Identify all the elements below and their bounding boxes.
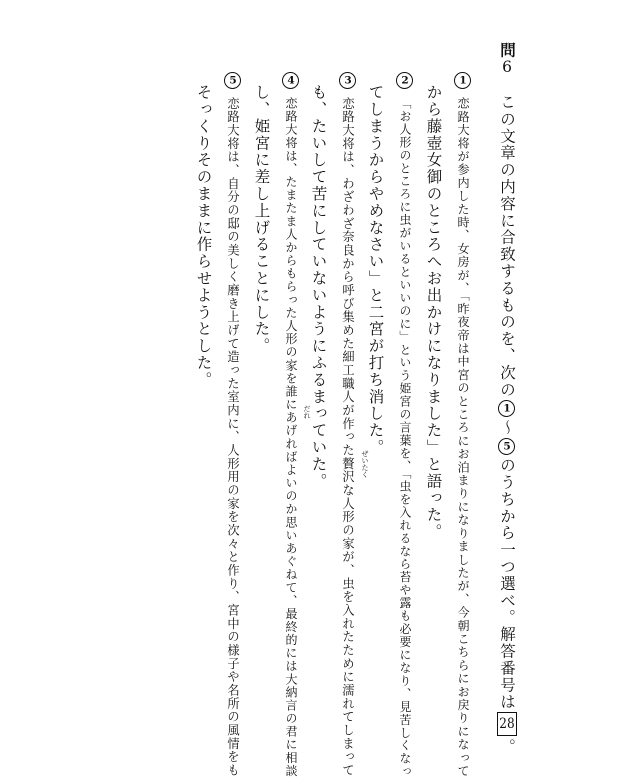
option-5-line-2: そっくりそのままに作らせようとした。 [194, 84, 213, 389]
option-2-line-1: 「お人形のところに虫がいるといいのに」という姫宮の言葉を、「虫を入れるなら苔や露も必要になり、見苦しくなっ [398, 97, 412, 779]
question-number: 6 [502, 58, 512, 75]
option-3-line-1: 恋路大将は、わざわざ奈良から呼び集めた細工職人が作った贅沢な人形の家が、虫を入れたために濡れてしまって [341, 97, 355, 778]
option-2[interactable] [396, 70, 413, 778]
question-end-mark: 。 [498, 738, 516, 756]
option-1-line-1: 恋路大将が参内した時、女房が、「昨夜帝は中宮のところにお泊まりになりましたが、今朝こちらにお戻りになって [456, 97, 470, 778]
question-text-b: のうちから一つ選べ。解答番号は [498, 456, 516, 711]
option-3-line-2: も、たいして苦にしていないようにふるまっていた。 [309, 84, 328, 490]
option-1-number: 1 [454, 72, 471, 89]
option-1[interactable] [454, 70, 471, 778]
option-3-number: 3 [339, 72, 356, 89]
option-4-ruby: だれ [303, 405, 311, 419]
option-2-line-2: てしまうからやめなさい」と二宮が打ち消した。 [366, 84, 385, 456]
range-end-circled-number: 5 [498, 438, 515, 455]
option-4-number: 4 [282, 72, 299, 89]
question-text-a: この文章の内容に合致するものを、次の [498, 93, 516, 399]
answer-number-box[interactable]: 28 [497, 712, 517, 736]
question-label: 問 [498, 42, 517, 59]
option-5[interactable] [224, 70, 241, 777]
option-3[interactable] [339, 70, 356, 777]
option-1-continuation [425, 84, 441, 540]
option-4-line-2: し、姫宮に差し上げることにした。 [252, 84, 271, 355]
option-4-continuation [253, 84, 269, 354]
option-3-ruby: ぜいたく [361, 450, 369, 478]
option-4[interactable] [282, 70, 299, 777]
option-1-line-2: から藤壺女御のところへお出かけになりました」と語った。 [424, 84, 443, 541]
option-5-line-1: 恋路大将は、自分の邸の美しく磨き上げて造った室内に、人形用の家を次々と作り、宮中の様子や名所の風情をも [226, 97, 240, 778]
option-5-number: 5 [224, 72, 241, 89]
option-3-continuation [310, 84, 326, 490]
range-start-circled-number: 1 [498, 400, 515, 417]
option-4-line-1: 恋路大将は、たまたま人からもらった人形の家を誰にあげればよいのか思いあぐねて、最終的には大納言の君に相談 [284, 97, 298, 778]
option-2-number: 2 [396, 72, 413, 89]
range-tilde: ～ [498, 419, 516, 436]
option-5-continuation [195, 84, 211, 388]
question-header [497, 42, 517, 755]
option-2-continuation [367, 84, 383, 456]
